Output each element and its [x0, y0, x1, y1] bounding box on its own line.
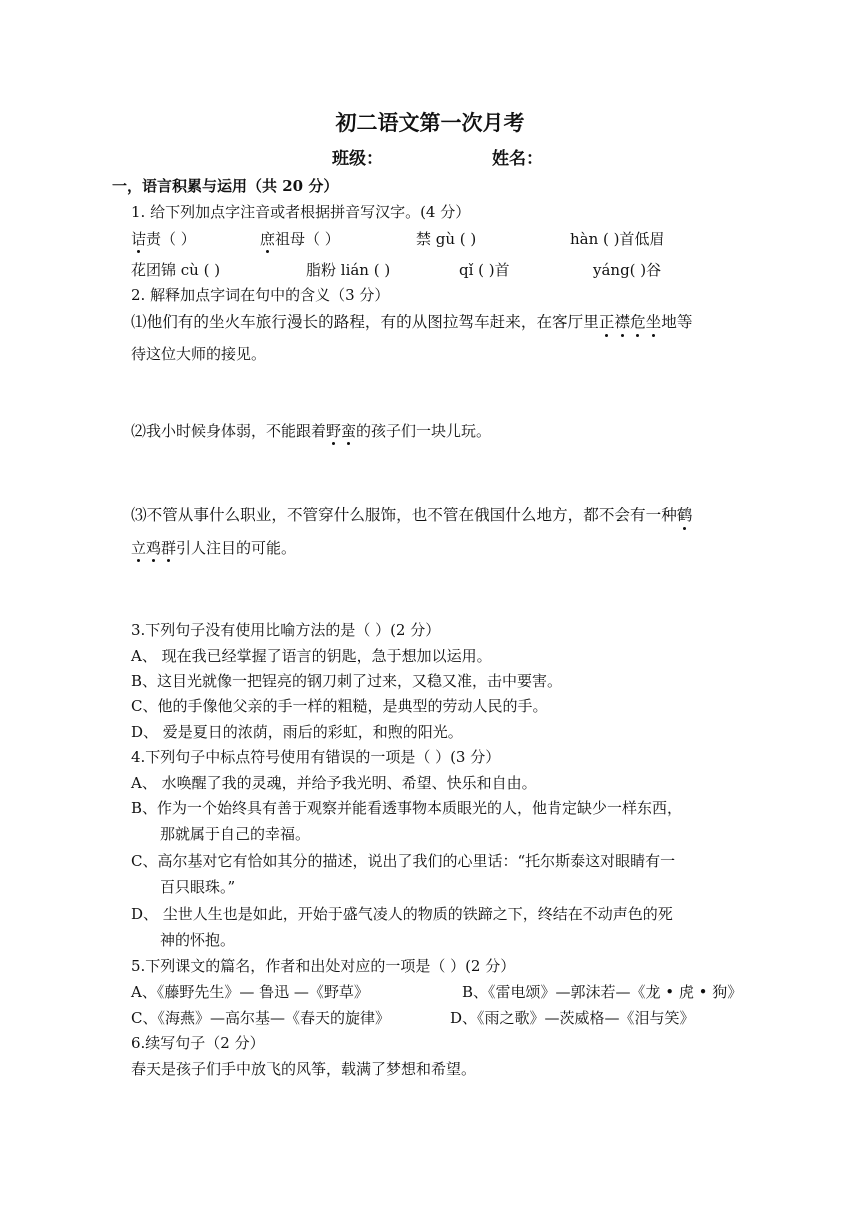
q1-item-8: yáng( )谷: [593, 261, 662, 279]
dotted-char: 鸡: [146, 539, 162, 557]
exam-title: 初二语文第一次月考: [335, 110, 525, 135]
q2-s3-tail: 引人注目的可能。: [176, 539, 297, 557]
q1-item-1-text: 责（ ）: [146, 230, 196, 248]
q1-item-2: [260, 232, 340, 247]
q1-item-1: [131, 232, 196, 247]
q2-s1-text: ⑴他们有的坐火车旅行漫长的路程，有的从图拉驾车赶来，在客厅里: [131, 313, 599, 331]
q1-item-6: 脂粉 lián ( ): [306, 261, 391, 279]
q2-s2-tail: 的孩子们一块儿玩。: [356, 422, 492, 440]
dotted-char: 诘: [131, 230, 147, 248]
q5-option-a: A、《藤野先生》— 鲁迅 —《野草》: [131, 983, 369, 1001]
q2-sentence-2: [131, 424, 491, 439]
class-label: 班级：: [332, 149, 383, 169]
dotted-char: 坐: [645, 313, 662, 331]
q1-item-3: 禁 gù ( ): [416, 230, 477, 248]
dotted-phrase: [131, 539, 176, 557]
q3-prompt: 3.下列句子没有使用比喻方法的是（ ）(2 分）: [131, 621, 441, 639]
q4-prompt: 4.下列句子中标点符号使用有错误的一项是（ ）(3 分）: [131, 748, 501, 766]
q5-option-d: D、《雨之歌》—茨威格—《泪与笑》: [450, 1009, 695, 1027]
dotted-char: 襟: [614, 313, 631, 331]
q2-sentence-1-line-1: [131, 315, 692, 331]
q4-option-d-line-2: 神的怀抱。: [160, 931, 236, 949]
q6-prompt: 6.续写句子（2 分）: [131, 1034, 265, 1052]
q3-option-a: A、 现在我已经掌握了语言的钥匙，急于想加以运用。: [131, 647, 492, 665]
q4-option-c-line-1: C、高尔基对它有恰如其分的描述，说出了我们的心里话：“托尔斯泰这对眼睛有一: [131, 852, 676, 870]
q4-option-d-line-1: D、 尘世人生也是如此，开始于盛气凌人的物质的铁蹄之下，终结在不动声色的死: [131, 905, 673, 923]
q3-option-c: C、他的手像他父亲的手一样的粗糙，是典型的劳动人民的手。: [131, 697, 548, 715]
dotted-char: 正: [598, 313, 615, 331]
q2-s3-text: ⑶不管从事什么职业，不管穿什么服饰，也不管在俄国什么地方，都不会有一种: [131, 506, 677, 524]
q2-s1-tail: 地等: [661, 313, 693, 331]
q1-item-7: qǐ ( )首: [459, 261, 510, 279]
dotted-char: 立: [131, 539, 147, 557]
q5-option-b: B、《雷电颂》—郭沫若—《龙 • 虎 • 狗》: [462, 983, 743, 1001]
q5-prompt: 5.下列课文的篇名，作者和出处对应的一项是（ ）(2 分）: [131, 957, 516, 975]
dotted-char: 群: [161, 539, 177, 557]
q4-option-c-line-2: 百只眼珠。”: [160, 878, 236, 896]
dotted-char: 野: [326, 422, 342, 440]
q1-item-4: hàn ( )首低眉: [570, 230, 665, 248]
q4-option-a: A、 水唤醒了我的灵魂，并给予我光明、希望、快乐和自由。: [131, 774, 537, 792]
q2-sentence-3-line-1: [131, 508, 692, 524]
q6-sentence: 春天是孩子们手中放飞的风筝，载满了梦想和希望。: [131, 1060, 477, 1078]
dotted-char: 蛮: [341, 422, 357, 440]
section-heading: 一，语言积累与运用（共 20 分）: [112, 177, 339, 195]
q1-item-5: 花团锦 cù ( ): [131, 261, 221, 279]
q3-option-d: D、 爱是夏日的浓荫，雨后的彩虹，和煦的阳光。: [131, 723, 463, 741]
dotted-char: 鹤: [676, 506, 693, 524]
q2-prompt: 2. 解释加点字词在句中的含义（3 分）: [131, 286, 390, 304]
dotted-phrase: [599, 313, 661, 331]
q3-option-b: B、这目光就像一把锃亮的钢刀刺了过来，又稳又准，击中要害。: [131, 672, 563, 690]
dotted-char: 庶: [260, 230, 276, 248]
q2-s2-text: ⑵我小时候身体弱，不能跟着: [131, 422, 327, 440]
q4-option-b-line-2: 那就属于自己的幸福。: [160, 825, 311, 843]
q1-item-2-text: 祖母（ ）: [275, 230, 340, 248]
dotted-phrase: [326, 422, 356, 440]
q4-option-b-line-1: B、作为一个始终具有善于观察并能看透事物本质眼光的人，他肯定缺少一样东西，: [131, 799, 683, 817]
name-label: 姓名：: [492, 149, 543, 169]
q5-option-c: C、《海燕》—高尔基—《春天的旋律》: [131, 1009, 390, 1027]
q2-sentence-3-line-2: [131, 541, 296, 556]
q1-prompt: 1. 给下列加点字注音或者根据拼音写汉字。(4 分）: [131, 203, 471, 221]
q2-sentence-1-line-2: 待这位大师的接见。: [131, 345, 267, 363]
dotted-char: 危: [630, 313, 646, 331]
